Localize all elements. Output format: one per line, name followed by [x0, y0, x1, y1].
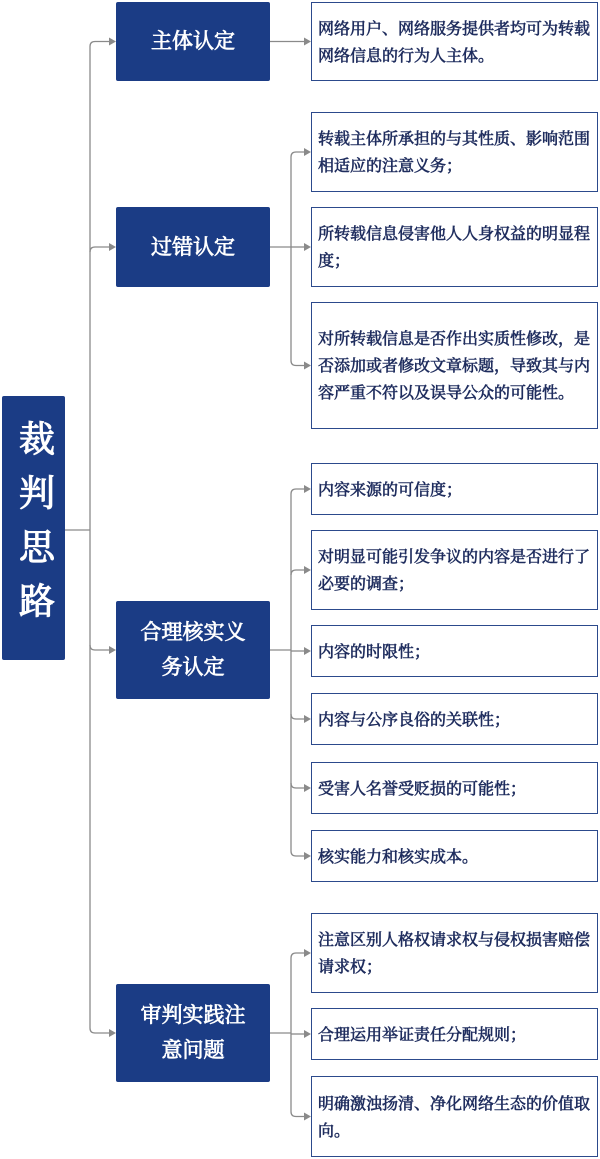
category-label: 过错认定 — [151, 234, 235, 259]
leaf-item: 网络用户、网络服务提供者均可为转载网络信息的行为人主体。 — [311, 2, 598, 81]
connector-branch — [291, 570, 304, 575]
category-label: 合理核实义务认定 — [140, 620, 246, 679]
leaf-item: 转载主体所承担的与其性质、影响范围相适应的注意义务； — [311, 112, 598, 192]
category-fault — [116, 207, 270, 287]
connector-branch — [90, 42, 109, 47]
connector-arrow — [304, 1030, 311, 1038]
leaf-item: 对明显可能引发争议的内容是否进行了必要的调查； — [311, 530, 598, 610]
connector-arrow — [109, 38, 116, 46]
connector-branch — [291, 851, 304, 856]
connector-branch — [291, 714, 304, 719]
connector-branch — [291, 361, 304, 366]
leaf-item: 内容的时限性； — [311, 625, 598, 677]
connector-branch — [291, 953, 304, 958]
connector-arrow — [304, 852, 311, 860]
leaf-item: 受害人名誉受贬损的可能性； — [311, 762, 598, 814]
category-label: 主体认定 — [151, 29, 235, 53]
leaf-item: 核实能力和核实成本。 — [311, 830, 598, 882]
connector-arrow — [304, 715, 311, 723]
connector-arrow — [304, 148, 311, 156]
connector-arrow — [109, 646, 116, 654]
leaf-item: 明确激浊扬清、净化网络生态的价值取向。 — [311, 1076, 598, 1157]
category-label: 审判实践注意问题 — [140, 1003, 246, 1062]
leaf-item: 所转载信息侵害他人人身权益的明显程度； — [311, 207, 598, 287]
connector-branch — [291, 1112, 304, 1117]
leaf-item: 对所转载信息是否作出实质性修改，是否添加或者修改文章标题，导致其与内容严重不符以及误导公众的可能性。 — [311, 302, 598, 429]
connector-branch — [291, 152, 304, 157]
connector-arrow — [304, 566, 311, 574]
category-practice-notes — [116, 984, 270, 1082]
connector-arrow — [109, 243, 116, 251]
category-verification — [116, 601, 270, 699]
leaf-item: 注意区别人格权请求权与侵权损害赔偿请求权； — [311, 913, 598, 993]
leaf-item: 内容与公序良俗的关联性； — [311, 693, 598, 745]
connector-arrow — [109, 1029, 116, 1037]
connector-arrow — [304, 949, 311, 957]
connector-arrow — [304, 243, 311, 251]
connector-branch — [90, 1028, 109, 1033]
connector-arrow — [304, 784, 311, 792]
connector-branch — [291, 489, 304, 494]
connector-branch — [90, 247, 109, 252]
connector-arrow — [304, 1113, 311, 1121]
connector-arrow — [304, 485, 311, 493]
root-label: 裁判思路 — [13, 420, 55, 636]
connector-branch — [90, 645, 109, 650]
root-node — [2, 396, 65, 660]
connector-arrow — [304, 647, 311, 655]
connector-arrow — [304, 362, 311, 370]
leaf-item: 合理运用举证责任分配规则； — [311, 1008, 598, 1060]
connector-branch — [291, 783, 304, 788]
connector-arrow — [304, 38, 311, 46]
leaf-item: 内容来源的可信度； — [311, 463, 598, 515]
category-subject — [116, 2, 270, 81]
